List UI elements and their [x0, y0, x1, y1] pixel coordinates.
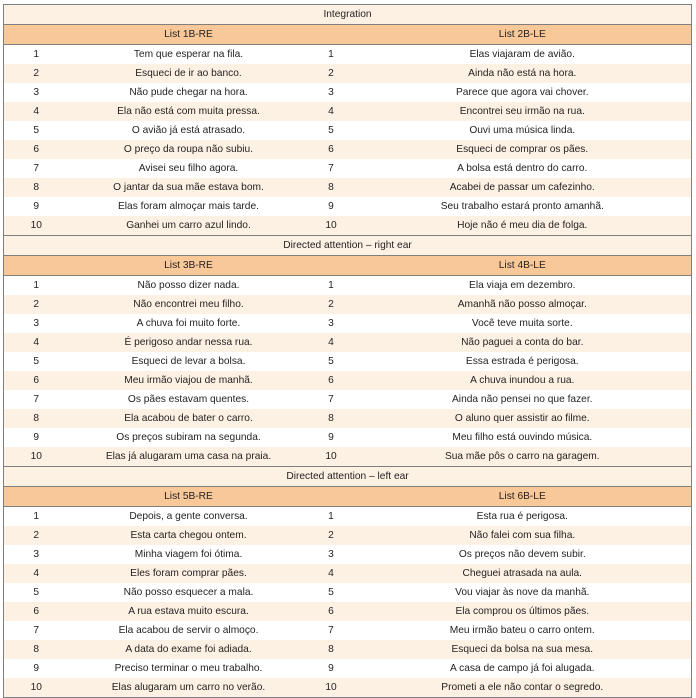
left-item-number: 3 [4, 545, 69, 564]
table-row [4, 64, 692, 83]
right-item-number: 3 [309, 314, 354, 333]
left-item-number: 1 [4, 276, 69, 296]
table-row [4, 371, 692, 390]
table-row [4, 197, 692, 216]
right-sentence: A chuva inundou a rua. [354, 371, 692, 390]
left-item-number: 3 [4, 83, 69, 102]
right-sentence: Você teve muita sorte. [354, 314, 692, 333]
table-row [4, 159, 692, 178]
left-item-number: 9 [4, 197, 69, 216]
table-row [4, 583, 692, 602]
right-item-number: 1 [309, 276, 354, 296]
left-item-number: 6 [4, 140, 69, 159]
right-item-number: 4 [309, 333, 354, 352]
left-item-number: 10 [4, 216, 69, 236]
left-list-header: List 3B-RE [69, 256, 309, 276]
right-item-number: 9 [309, 197, 354, 216]
right-sentence: Acabei de passar um cafezinho. [354, 178, 692, 197]
left-item-number: 4 [4, 102, 69, 121]
left-sentence: A data do exame foi adiada. [69, 640, 309, 659]
table-row [4, 314, 692, 333]
left-sentence: Tem que esperar na fila. [69, 45, 309, 65]
right-sentence: Meu irmão bateu o carro ontem. [354, 621, 692, 640]
right-item-number: 6 [309, 140, 354, 159]
right-item-number: 7 [309, 621, 354, 640]
right-sentence: Os preços não devem subir. [354, 545, 692, 564]
left-item-number: 9 [4, 659, 69, 678]
right-item-number: 4 [309, 564, 354, 583]
table-row [4, 102, 692, 121]
blank-header-cell [4, 487, 69, 507]
right-item-number: 1 [309, 45, 354, 65]
right-sentence: Ela viaja em dezembro. [354, 276, 692, 296]
right-sentence: A bolsa está dentro do carro. [354, 159, 692, 178]
table-row [4, 678, 692, 698]
right-sentence: Parece que agora vai chover. [354, 83, 692, 102]
right-sentence: Meu filho está ouvindo música. [354, 428, 692, 447]
right-item-number: 1 [309, 507, 354, 527]
list-header-row [4, 487, 692, 507]
left-item-number: 3 [4, 314, 69, 333]
right-list-header: List 4B-LE [354, 256, 692, 276]
table-row [4, 659, 692, 678]
table-row [4, 140, 692, 159]
left-sentence: Esta carta chegou ontem. [69, 526, 309, 545]
right-sentence: Amanhã não posso almoçar. [354, 295, 692, 314]
right-sentence: Prometi a ele não contar o segredo. [354, 678, 692, 698]
left-sentence: Preciso terminar o meu trabalho. [69, 659, 309, 678]
blank-header-cell [309, 25, 354, 45]
right-item-number: 7 [309, 390, 354, 409]
table-row [4, 83, 692, 102]
blank-header-cell [309, 256, 354, 276]
left-item-number: 2 [4, 64, 69, 83]
section-header-row [4, 467, 692, 487]
section-title: Integration [4, 5, 692, 25]
left-sentence: Ganhei um carro azul lindo. [69, 216, 309, 236]
left-sentence: Elas foram almoçar mais tarde. [69, 197, 309, 216]
left-sentence: Avisei seu filho agora. [69, 159, 309, 178]
right-item-number: 5 [309, 121, 354, 140]
left-sentence: A chuva foi muito forte. [69, 314, 309, 333]
table-body [4, 5, 692, 698]
left-item-number: 1 [4, 507, 69, 527]
table-row [4, 216, 692, 236]
sentence-lists-table [3, 4, 692, 698]
left-sentence: Eles foram comprar pães. [69, 564, 309, 583]
left-sentence: Minha viagem foi ótima. [69, 545, 309, 564]
table-row [4, 640, 692, 659]
right-item-number: 7 [309, 159, 354, 178]
table-row [4, 352, 692, 371]
table-row [4, 447, 692, 467]
left-sentence: Ela acabou de servir o almoço. [69, 621, 309, 640]
right-sentence: Ouvi uma música linda. [354, 121, 692, 140]
left-item-number: 10 [4, 447, 69, 467]
right-item-number: 10 [309, 447, 354, 467]
right-list-header: List 6B-LE [354, 487, 692, 507]
right-sentence: Não paguei a conta do bar. [354, 333, 692, 352]
section-header-row [4, 236, 692, 256]
blank-header-cell [309, 487, 354, 507]
table-row [4, 564, 692, 583]
right-sentence: Cheguei atrasada na aula. [354, 564, 692, 583]
left-sentence: Não posso dizer nada. [69, 276, 309, 296]
left-sentence: Elas já alugaram uma casa na praia. [69, 447, 309, 467]
right-item-number: 8 [309, 178, 354, 197]
table-row [4, 602, 692, 621]
table-row [4, 390, 692, 409]
right-item-number: 3 [309, 545, 354, 564]
left-item-number: 10 [4, 678, 69, 698]
left-item-number: 5 [4, 352, 69, 371]
right-item-number: 9 [309, 428, 354, 447]
left-sentence: O jantar da sua mãe estava bom. [69, 178, 309, 197]
right-sentence: Esta rua é perigosa. [354, 507, 692, 527]
left-item-number: 4 [4, 564, 69, 583]
right-item-number: 5 [309, 583, 354, 602]
left-sentence: Os preços subiram na segunda. [69, 428, 309, 447]
left-item-number: 4 [4, 333, 69, 352]
left-sentence: Ela não está com muita pressa. [69, 102, 309, 121]
left-list-header: List 5B-RE [69, 487, 309, 507]
left-sentence: A rua estava muito escura. [69, 602, 309, 621]
right-item-number: 9 [309, 659, 354, 678]
right-sentence: Vou viajar às nove da manhã. [354, 583, 692, 602]
right-item-number: 8 [309, 409, 354, 428]
right-sentence: Encontrei seu irmão na rua. [354, 102, 692, 121]
table-row [4, 45, 692, 65]
right-item-number: 2 [309, 526, 354, 545]
left-sentence: Meu irmão viajou de manhã. [69, 371, 309, 390]
right-item-number: 4 [309, 102, 354, 121]
table-row [4, 121, 692, 140]
list-header-row [4, 256, 692, 276]
right-sentence: Ainda não está na hora. [354, 64, 692, 83]
left-item-number: 8 [4, 640, 69, 659]
left-sentence: Não posso esquecer a mala. [69, 583, 309, 602]
right-item-number: 8 [309, 640, 354, 659]
table-row [4, 526, 692, 545]
right-sentence: A casa de campo já foi alugada. [354, 659, 692, 678]
left-sentence: Esqueci de ir ao banco. [69, 64, 309, 83]
right-sentence: Seu trabalho estará pronto amanhã. [354, 197, 692, 216]
right-list-header: List 2B-LE [354, 25, 692, 45]
left-item-number: 2 [4, 526, 69, 545]
left-sentence: Não encontrei meu filho. [69, 295, 309, 314]
left-sentence: Esqueci de levar a bolsa. [69, 352, 309, 371]
left-item-number: 9 [4, 428, 69, 447]
left-item-number: 6 [4, 602, 69, 621]
left-item-number: 6 [4, 371, 69, 390]
right-sentence: Hoje não é meu dia de folga. [354, 216, 692, 236]
table-row [4, 333, 692, 352]
left-item-number: 5 [4, 121, 69, 140]
right-item-number: 6 [309, 602, 354, 621]
right-item-number: 5 [309, 352, 354, 371]
left-sentence: Elas alugaram um carro no verão. [69, 678, 309, 698]
left-list-header: List 1B-RE [69, 25, 309, 45]
section-header-row [4, 5, 692, 25]
right-sentence: Não falei com sua filha. [354, 526, 692, 545]
right-item-number: 10 [309, 678, 354, 698]
left-item-number: 5 [4, 583, 69, 602]
left-item-number: 1 [4, 45, 69, 65]
section-title: Directed attention – right ear [4, 236, 692, 256]
right-sentence: Ela comprou os últimos pães. [354, 602, 692, 621]
left-item-number: 8 [4, 178, 69, 197]
left-sentence: O preço da roupa não subiu. [69, 140, 309, 159]
blank-header-cell [4, 25, 69, 45]
blank-header-cell [4, 256, 69, 276]
right-sentence: Esqueci de comprar os pães. [354, 140, 692, 159]
table-row [4, 276, 692, 296]
left-sentence: Os pães estavam quentes. [69, 390, 309, 409]
left-sentence: Ela acabou de bater o carro. [69, 409, 309, 428]
table-row [4, 295, 692, 314]
list-header-row [4, 25, 692, 45]
table-row [4, 507, 692, 527]
table-row [4, 409, 692, 428]
left-sentence: Não pude chegar na hora. [69, 83, 309, 102]
right-item-number: 10 [309, 216, 354, 236]
sentence-lists-table-container [3, 4, 691, 698]
right-sentence: Ainda não pensei no que fazer. [354, 390, 692, 409]
right-sentence: Sua mãe pôs o carro na garagem. [354, 447, 692, 467]
table-row [4, 178, 692, 197]
right-sentence: O aluno quer assistir ao filme. [354, 409, 692, 428]
right-item-number: 2 [309, 64, 354, 83]
right-item-number: 2 [309, 295, 354, 314]
left-sentence: É perigoso andar nessa rua. [69, 333, 309, 352]
right-sentence: Elas viajaram de avião. [354, 45, 692, 65]
table-row [4, 621, 692, 640]
left-sentence: Depois, a gente conversa. [69, 507, 309, 527]
left-item-number: 2 [4, 295, 69, 314]
left-sentence: O avião já está atrasado. [69, 121, 309, 140]
table-row [4, 545, 692, 564]
table-row [4, 428, 692, 447]
right-item-number: 6 [309, 371, 354, 390]
left-item-number: 7 [4, 159, 69, 178]
right-item-number: 3 [309, 83, 354, 102]
right-sentence: Esqueci da bolsa na sua mesa. [354, 640, 692, 659]
left-item-number: 8 [4, 409, 69, 428]
left-item-number: 7 [4, 390, 69, 409]
section-title: Directed attention – left ear [4, 467, 692, 487]
right-sentence: Essa estrada é perigosa. [354, 352, 692, 371]
left-item-number: 7 [4, 621, 69, 640]
